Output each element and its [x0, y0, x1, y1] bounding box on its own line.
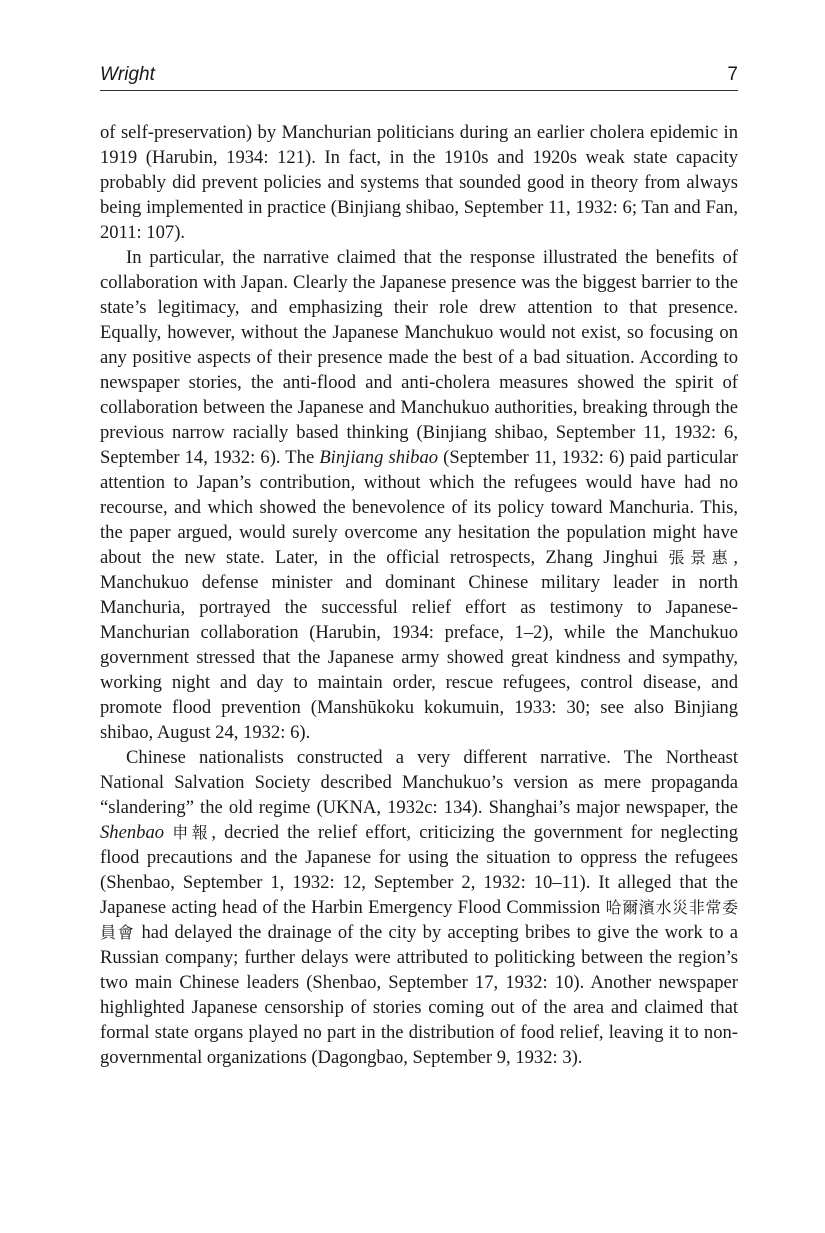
running-header: [100, 62, 738, 91]
text-run: had delayed the drainage of the city by accepting bribes to give the work to a Russian company; further delays were attributed to politicking between the region’s two main Chinese leaders (Shenbao, September 17, 1932: 10). Another newspaper highlighted Japanese censorship of stories coming out of the area and claimed that formal state organs played no part in the distribution of food relief, leaving it to non-governmental organizations (Dagongbao, September 9, 1932: 3).: [100, 922, 738, 1068]
page-number: 7: [727, 64, 738, 85]
chinese-characters: 哈爾濱水災非常委員會: [100, 898, 738, 942]
text-run: (September 11, 1932: 6) paid particular attention to Japan’s contribution, without which the refugees would have had no recourse, and which showed the benevolence of its policy toward Manchuria. This, the paper argued, would surely overcome any hesitation the population might have about the new state. Later, in the official retrospects, Zhang Jinghui: [100, 447, 739, 568]
paragraph-2: [100, 245, 738, 745]
paragraph-3: [100, 745, 738, 1070]
running-head-author: Wright: [100, 64, 155, 85]
chinese-characters: 張景惠: [668, 548, 734, 567]
chinese-characters: 申報: [172, 823, 212, 842]
italic-title: Binjiang shibao: [319, 447, 439, 468]
article-body: [100, 120, 738, 1070]
text-run: Chinese nationalists constructed a very different narrative. The Northeast National Salvation Society described Manchukuo’s version as mere propaganda “slandering” the old regime (UKNA, 1932c: 134). Shanghai’s major newspaper, the: [100, 747, 738, 818]
text-run: , decried the relief effort, criticizing the government for neglecting flood precautions and the Japanese for using the situation to oppress the refugees (Shenbao, September 1, 1932: 12, September 2, 1932: 10–11). It alleged that the Japanese acting head of the Harbin Emergency Flood Commission: [100, 822, 738, 918]
italic-title: Shenbao: [100, 822, 165, 843]
text-run: of self-preservation) by Manchurian politicians during an earlier cholera epidemic in 1919 (Harubin, 1934: 121). In fact, in the 1910s and 1920s weak state capacity probably did prevent policies and systems that sounded good in theory from always being implemented in practice (Binjiang shibao, September 11, 1932: 6; Tan and Fan, 2011: 107).: [100, 122, 738, 243]
text-run: , Manchukuo defense minister and dominant Chinese military leader in north Manchuria, portrayed the successful relief effort as testimony to Japanese-Manchurian collaboration (Harubin, 1934: preface, 1–2), while the Manchukuo government stressed that the Japanese army showed great kindness and sympathy, working night and day to maintain order, rescue refugees, control disease, and promote flood prevention (Manshūkoku kokumuin, 1933: 30; see also Binjiang shibao, August 24, 1932: 6).: [100, 547, 738, 743]
paragraph-1: [100, 120, 738, 245]
text-run: In particular, the narrative claimed that the response illustrated the benefits of collaboration with Japan. Clearly the Japanese presence was the biggest barrier to the state’s legitimacy, and emphasizing their role drew attention to that presence. Equally, however, without the Japanese Manchukuo would not exist, so focusing on any positive aspects of their presence made the best of a bad situation. According to newspaper stories, the anti-flood and anti-cholera measures showed the spirit of collaboration between the Japanese and Manchukuo authorities, breaking through the previous narrow racially based thinking (Binjiang shibao, September 11, 1932: 6, September 14, 1932: 6). The: [100, 247, 738, 468]
